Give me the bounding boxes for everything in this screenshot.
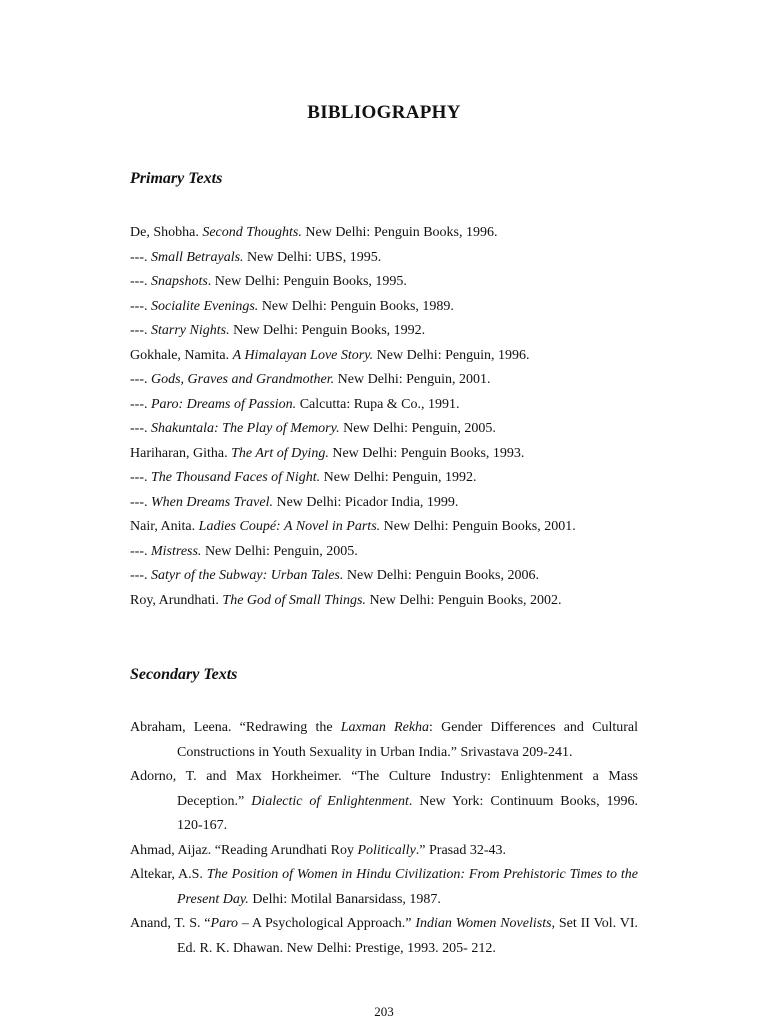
primary-texts-heading: Primary Texts [130,170,223,187]
bibliography-entry [130,442,650,467]
bibliography-entry [130,368,650,393]
entry-text: ---. [130,298,151,314]
bibliography-entry [130,863,638,912]
entry-text: New Delhi: Penguin Books, 2006. [343,568,539,583]
entry-text: . New York: Continuum Books, 1996. 120-167. [177,793,639,833]
entry-text: New Delhi: Penguin Books, 1993. [328,445,525,461]
bibliography-entry [130,491,650,516]
bibliography-entry [130,466,650,491]
entry-text: : Gender Differences and Cultural Constructions in Youth Sexuality in Urban India.” Srivastava 209-241. [177,720,638,760]
entry-text: ---. [130,470,151,485]
entry-title-text: Laxman Rekha [340,720,430,735]
bibliography-entry [130,540,650,565]
bibliography-entry [130,589,650,614]
entry-text: . New Delhi: Penguin Books, 1995. [207,274,407,289]
entry-text: Anand, T. S. “ [130,916,211,931]
entry-title-text: Dialectic of Enlightenment [251,793,409,809]
bibliography-entry [130,417,650,442]
entry-text: ---. [130,249,151,265]
entry-text: Altekar, A.S. [130,867,207,882]
page-title: BIBLIOGRAPHY [307,102,461,123]
entry-text: New Delhi: Penguin Books, 1992. [229,323,426,338]
bibliography-entry [130,319,650,344]
entry-text: ---. [130,274,151,289]
entry-title-text: The Thousand Faces of Night. [151,470,321,485]
entry-text: New Delhi: Picador India, 1999. [272,494,459,510]
bibliography-entry [130,716,638,765]
entry-title-text: The God of Small Things. [222,592,366,608]
entry-title-text: Politically [357,842,416,858]
entry-text: ---. [130,494,151,510]
entry-title-text: Paro [210,916,239,931]
entry-text: ---. [130,543,151,559]
entry-title-text: The Position of Women in Hindu Civilization: From Prehistoric Times to the Present Day. [177,867,638,907]
entry-text: ---. [130,323,151,338]
bibliography-entry [130,912,638,961]
bibliography-entry [130,393,650,418]
entry-text: New Delhi: UBS, 1995. [243,249,382,265]
entry-text: New Delhi: Penguin Books, 1996. [301,225,498,240]
secondary-texts-list [130,716,638,961]
entry-text: Adorno, T. and Max Horkheimer. “The Culture Industry: Enlightenment a Mass Deception.” [130,769,638,809]
entry-title-text: Socialite Evenings. [151,298,259,314]
entry-text: – A Psychological Approach.” [238,916,416,931]
entry-title-text: Paro: Dreams of Passion. [151,396,297,412]
bibliography-entry [130,295,650,320]
secondary-texts-heading: Secondary Texts [130,666,238,683]
entry-title-text: The Art of Dying. [231,445,329,461]
bibliography-entry [130,564,650,589]
entry-title-text: Ladies Coupé: A Novel in Parts. [198,519,381,534]
page-number: 203 [374,1004,394,1019]
entry-title-text: Mistress. [151,543,202,559]
primary-texts-list [130,221,650,613]
entry-text: New Delhi: Penguin Books, 2001. [380,519,576,534]
entry-title-text: Second Thoughts. [202,225,302,240]
entry-title-text: A Himalayan Love Story. [232,347,374,363]
entry-text: Calcutta: Rupa & Co., 1991. [296,396,460,412]
entry-text: New Delhi: Penguin, 2001. [334,372,491,387]
bibliography-entry [130,839,638,864]
bibliography-entry [130,221,650,246]
entry-text: Nair, Anita. [130,519,199,534]
entry-text: Hariharan, Githa. [130,445,232,461]
entry-title-text: Satyr of the Subway: Urban Tales. [151,568,344,583]
entry-text: New Delhi: Penguin, 1996. [373,347,530,363]
entry-title-text: Indian Women Novelists, [415,916,556,931]
bibliography-entry [130,515,650,540]
bibliography-entry [130,344,650,369]
entry-text: ---. [130,372,151,387]
entry-title-text: Starry Nights. [151,323,230,338]
entry-text: Delhi: Motilal Banarsidass, 1987. [248,891,441,907]
entry-text: De, Shobha. [130,225,203,240]
entry-text: ---. [130,568,151,583]
entry-text: Set II Vol. VI. Ed. R. K. Dhawan. New Delhi: Prestige, 1993. 205- 212. [177,916,638,956]
entry-text: Abraham, Leena. “Redrawing the [130,720,341,735]
entry-text: New Delhi: Penguin Books, 1989. [258,298,454,314]
entry-title-text: Gods, Graves and Grandmother. [151,372,335,387]
bibliography-entry [130,765,638,839]
entry-text: Gokhale, Namita. [130,347,233,363]
entry-title-text: Small Betrayals. [151,249,244,265]
entry-text: New Delhi: Penguin Books, 2002. [365,592,562,608]
entry-text: New Delhi: Penguin, 2005. [201,543,358,559]
entry-text: .” Prasad 32-43. [415,842,506,858]
entry-text: New Delhi: Penguin, 2005. [339,421,496,436]
bibliography-entry [130,270,650,295]
entry-text: New Delhi: Penguin, 1992. [320,470,477,485]
entry-text: Roy, Arundhati. [130,592,223,608]
entry-title-text: When Dreams Travel. [151,494,273,510]
entry-title-text: Snapshots [151,274,208,289]
bibliography-entry [130,246,650,271]
entry-text: ---. [130,421,151,436]
entry-text: Ahmad, Aijaz. “Reading Arundhati Roy [130,842,358,858]
entry-text: ---. [130,396,151,412]
entry-title-text: Shakuntala: The Play of Memory. [151,421,340,436]
